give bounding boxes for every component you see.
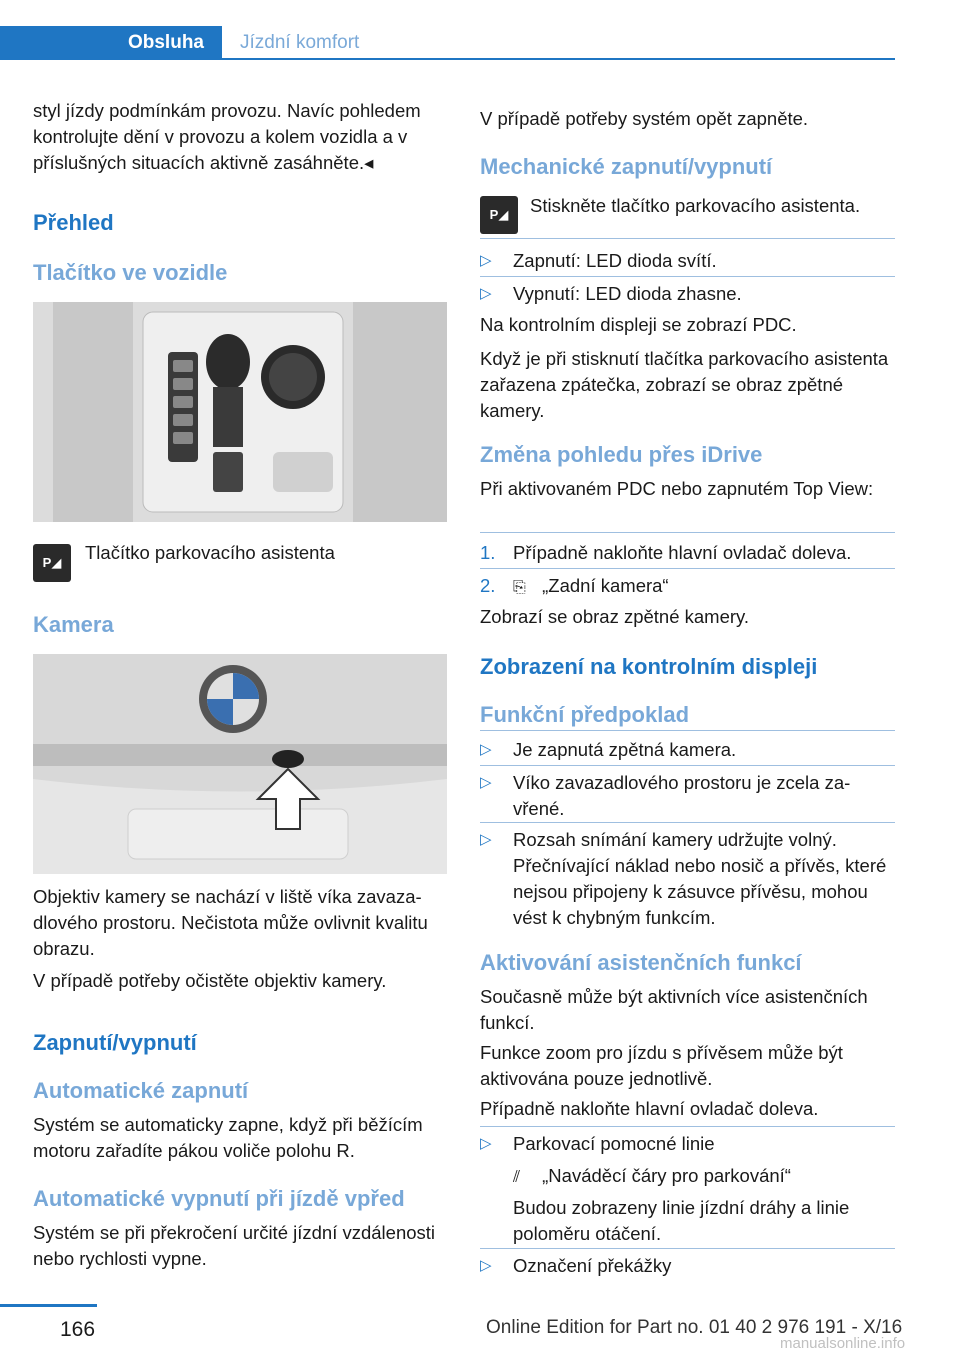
list-separator (480, 568, 895, 569)
list-separator (480, 1126, 895, 1127)
list-separator (480, 238, 895, 239)
heading-aktiv: Aktivování asistenčních funkcí (480, 950, 802, 975)
watermark: manualsonline.info (780, 1335, 906, 1352)
intro-paragraph: styl jízdy podmínkám provozu. Navíc pohledem kontrolujte dění v provozu a kolem vozidla a v příslušných situacích aktivně zasáhněte.◂ (33, 100, 421, 173)
pdc-text: Na kontrolním displeji se zobrazí PDC. (480, 314, 797, 335)
parking-assistant-icon: P◢ (33, 544, 71, 582)
bullet-triangle-icon: ▷ (480, 741, 492, 758)
rear-camera-icon: ⎘ (513, 579, 526, 596)
list-separator (480, 276, 895, 277)
bullet-triangle-icon: ▷ (480, 285, 492, 302)
aktiv-text-2: Funkce zoom pro jízdu s přívěsem může být aktivována pouze jednotlivě. (480, 1042, 843, 1089)
kamera-text-2: V případě potřeby očistěte objektiv kamery. (33, 970, 387, 991)
bullet-triangle-icon: ▷ (480, 774, 492, 791)
heading-display: Zobrazení na kontrolním displeji (480, 654, 818, 679)
bullet-triangle-icon: ▷ (480, 252, 492, 269)
page-number: 166 (60, 1318, 96, 1341)
heading-mech: Mechanické zapnutí/vypnutí (480, 154, 773, 179)
subsection-tab[interactable]: Jízdní komfort (240, 32, 360, 53)
bullet-triangle-icon: ▷ (480, 1135, 492, 1152)
auto-on-text: Systém se automaticky zapne, když při běžícím motoru zařadíte pákou voliče polohu R. (33, 1114, 423, 1161)
parking-assistant-icon: P◢ (480, 196, 518, 234)
button-caption: Tlačítko parkovacího asistenta (85, 542, 335, 563)
heading-prehled: Přehled (33, 210, 114, 235)
aktiv-text-1: Současně může být aktivních více asistenčních funkcí. (480, 986, 868, 1033)
bullet-triangle-icon: ▷ (480, 831, 492, 848)
bullet-triangle-icon: ▷ (480, 1257, 492, 1274)
heading-zapnuti: Zapnutí/vypnutí (33, 1030, 197, 1055)
list-separator (480, 822, 895, 823)
idrive-result: Zobrazí se obraz zpětné kamery. (480, 606, 750, 627)
idrive-text: Při aktivovaném PDC nebo zapnutém Top View: (480, 478, 874, 499)
edition-text: Online Edition for Part no. 01 40 2 976 191 - X/16 (486, 1317, 903, 1338)
section-tab[interactable]: Obsluha (0, 26, 222, 60)
heading-auto-on: Automatické zapnutí (33, 1078, 249, 1103)
page-header (0, 26, 895, 62)
parking-lines-icon: ⫽ (513, 1169, 521, 1186)
console-photo (33, 302, 447, 522)
heading-kamera: Kamera (33, 612, 114, 637)
mech-text: Stiskněte tlačítko parkovacího asistenta. (530, 195, 861, 216)
list-separator (480, 532, 895, 533)
heading-auto-off: Automatické vypnutí při jízdě vpřed (33, 1186, 405, 1211)
restart-text: V případě potřeby systém opět zapněte. (480, 108, 809, 129)
console-illustration (33, 302, 447, 522)
reverse-text: Když je při stisknutí tlačítka parkovacího asistenta zařazena zpátečka, zobrazí se obraz zpětné kamery. (480, 348, 889, 421)
list-separator (480, 1248, 895, 1249)
auto-off-text: Systém se při překročení určité jízdní vzdálenosti nebo rychlosti vypne. (33, 1222, 436, 1269)
list-separator (480, 765, 895, 766)
heading-tlacitko: Tlačítko ve vozidle (33, 260, 228, 285)
heading-idrive: Změna pohledu přes iDrive (480, 442, 763, 467)
list-separator (480, 730, 895, 731)
camera-photo (33, 654, 447, 874)
footer-rule (0, 1304, 97, 1307)
header-rule (222, 58, 895, 60)
aktiv-text-3: Případně nakloňte hlavní ovladač doleva. (480, 1098, 819, 1119)
camera-illustration (33, 654, 447, 874)
heading-predpoklad: Funkční předpoklad (480, 702, 690, 727)
kamera-text: Objektiv kamery se nachází v liště víka zavazadlového prostoru. Nečistota může ovlivnit kvalitu obrazu. (33, 886, 428, 959)
